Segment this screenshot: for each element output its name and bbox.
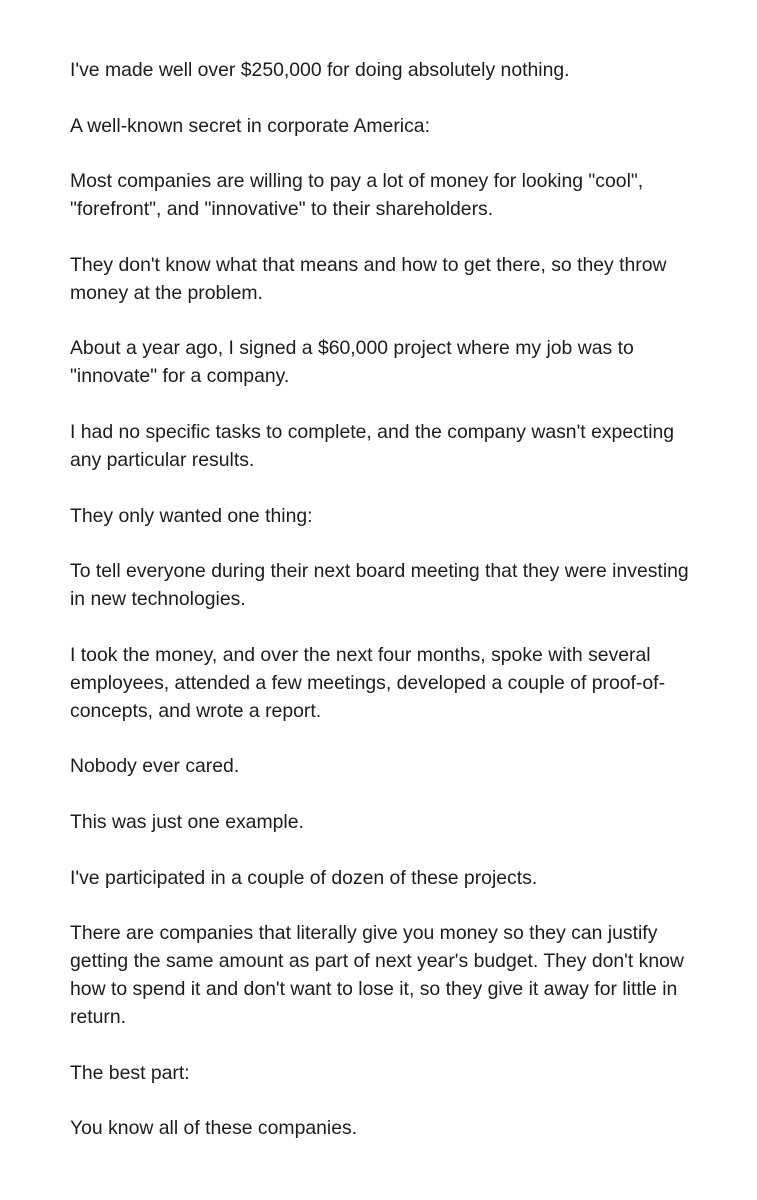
post-paragraph: They only wanted one thing: xyxy=(70,504,313,527)
post-paragraph: About a year ago, I signed a $60,000 project where my job was to "innovate" for a company. xyxy=(70,337,634,388)
post-paragraph: I've participated in a couple of dozen of these projects. xyxy=(70,866,538,889)
post-paragraph: This was just one example. xyxy=(70,810,304,833)
post-paragraph: I took the money, and over the next four months, spoke with several employees, attended a few meetings, developed a couple of proof-of-concepts, and wrote a report. xyxy=(70,643,666,722)
post-paragraph: You know all of these companies. xyxy=(70,1117,358,1140)
post-paragraph: To tell everyone during their next board meeting that they were investing in new technologies. xyxy=(70,560,689,611)
post-paragraph: Nobody ever cared. xyxy=(70,755,240,778)
post-paragraph: I had no specific tasks to complete, and the company wasn't expecting any particular results. xyxy=(70,420,675,471)
post-body xyxy=(70,56,695,1170)
post-paragraph: They don't know what that means and how to get there, so they throw money at the problem. xyxy=(70,253,667,304)
post-paragraph: There are companies that literally give you money so they can justify getting the same amount as part of next year's budget. They don't know how to spend it and don't want to lose it, so they give it away for little in return. xyxy=(70,922,684,1029)
post-paragraph: The best part: xyxy=(70,1061,190,1084)
post-paragraph: A well-known secret in corporate America: xyxy=(70,114,430,137)
post-paragraph: I've made well over $250,000 for doing absolutely nothing. xyxy=(70,59,570,81)
post-paragraph: Most companies are willing to pay a lot of money for looking "cool", "forefront", and "innovative" to their shareholders. xyxy=(70,170,644,221)
